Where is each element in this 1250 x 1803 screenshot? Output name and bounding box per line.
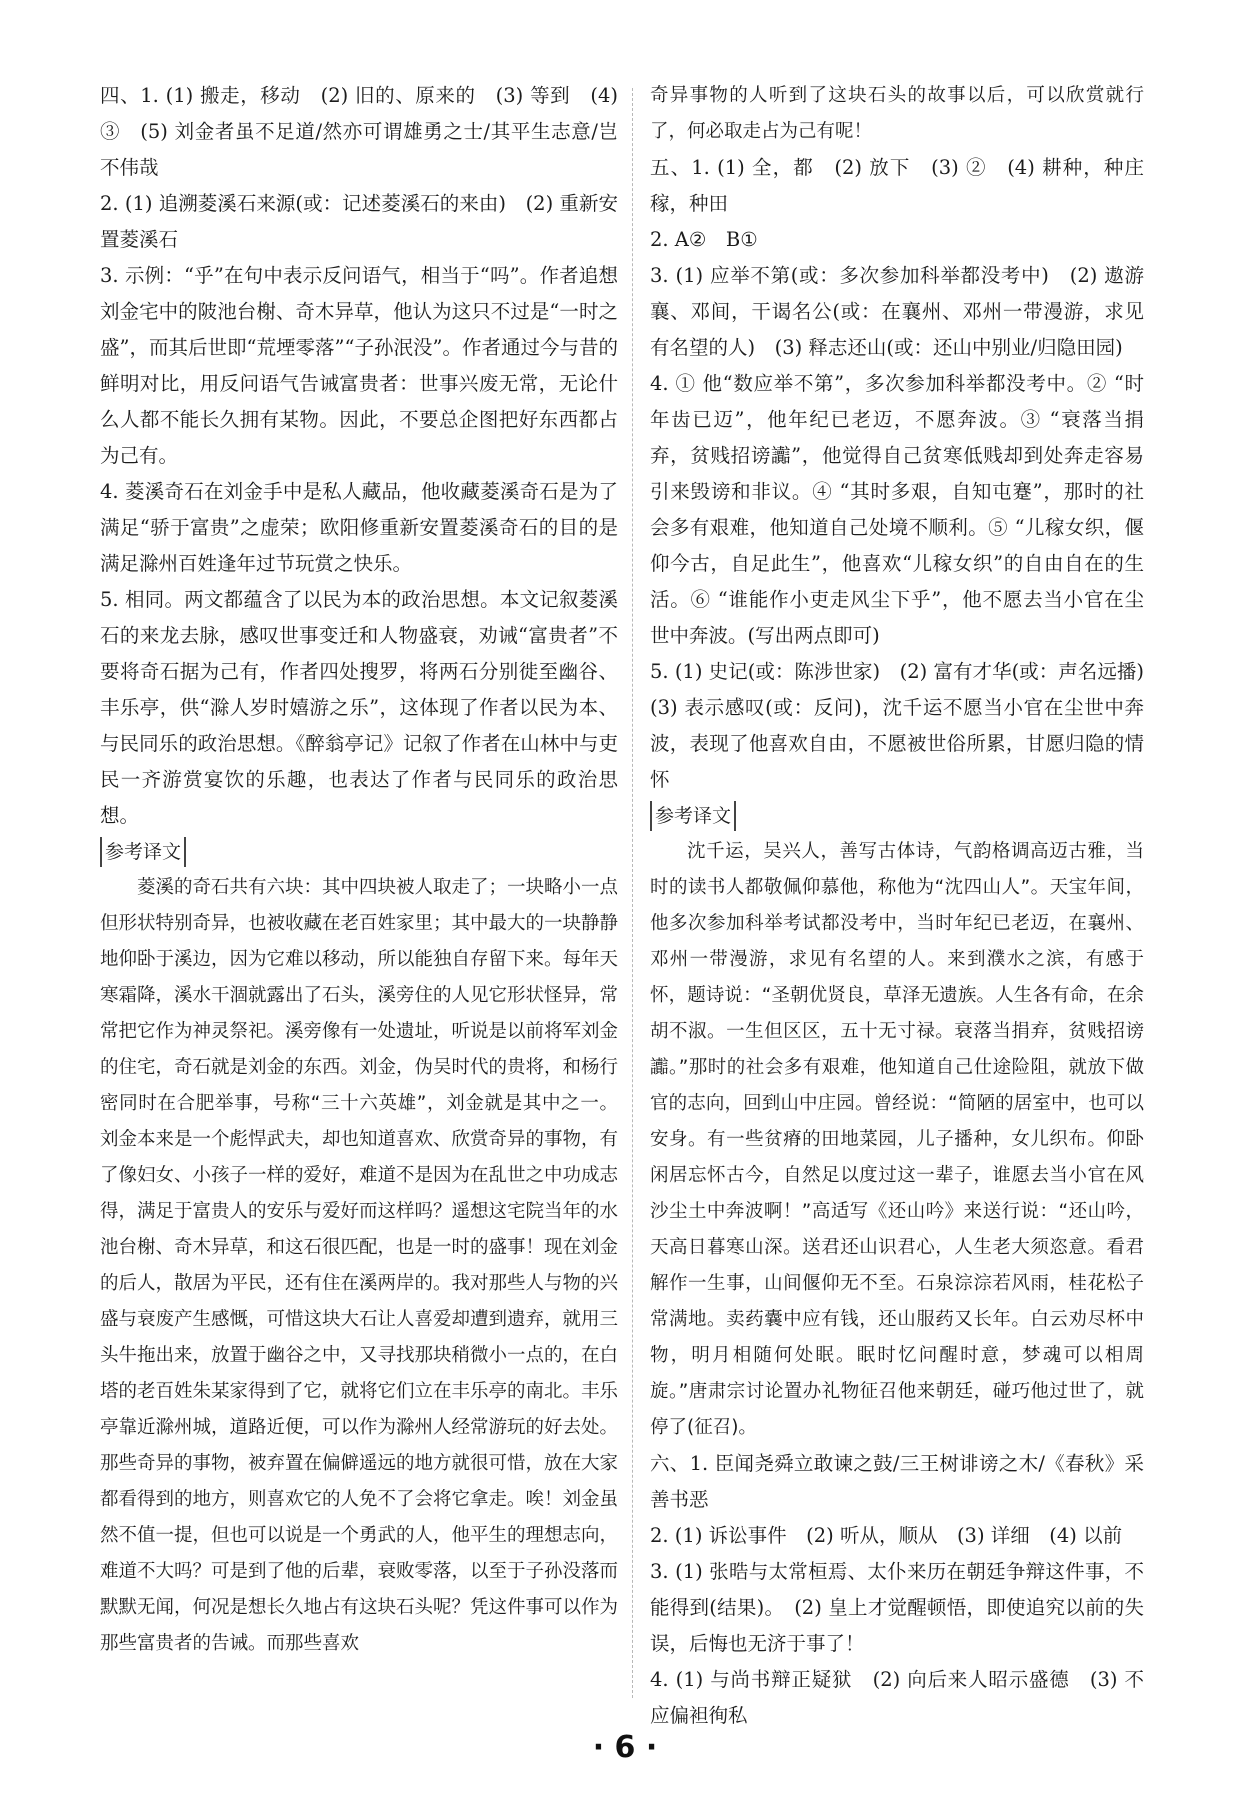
answer-6-2: 2. (1) 诉讼事件 (2) 听从，顺从 (3) 详细 (4) 以前 [650,1524,1123,1547]
page-number: · 6 · [592,1730,658,1765]
left-column [100,78,618,1662]
reference-translation-label: 参考译文 [100,837,186,867]
answer-6-4: 4. (1) 与尚书辩正疑狱 (2) 向后来人昭示盛德 (3) 不应偏袒徇私 [650,1668,1144,1727]
answer-5-1: 五、1. (1) 全，都 (2) 放下 (3) ② (4) 耕种，种庄稼，种田 [650,156,1144,215]
answer-6-3: 3. (1) 张晧与太常桓焉、太仆来历在朝廷争辩这件事，不能得到(结果)。 (2) 皇上才觉醒顿悟，即使追究以前的失误，后悔也无济于事了！ [650,1560,1144,1655]
answer-5-5: 5. (1) 史记(或：陈涉世家) (2) 富有才华(或：声名远播) (3) 表示感叹(或：反问)，沈千运不愿当小官在尘世中奔波，表现了他喜欢自由，不愿被世俗所累，甘愿归隐的情怀 [650,660,1164,791]
answer-5-3: 3. (1) 应举不第(或：多次参加科举都没考中) (2) 遨游襄、邓间，干谒名公(或：在襄州、邓州一带漫游，求见有名望的人) (3) 释志还山(或：还山中别业/归隐田园) [650,264,1144,359]
answer-4-1: 四、1. (1) 搬走，移动 (2) 旧的、原来的 (3) 等到 (4) ③ (5) 刘金者虽不足道/然亦可谓雄勇之士/其平生志意/岂不伟哉 [100,84,618,179]
right-column [650,78,1164,1734]
translation-continued: 奇异事物的人听到了这块石头的故事以后，可以欣赏就行了，何必取走占为己有呢！ [650,85,1144,142]
translation-text: 沈千运，吴兴人，善写古体诗，气韵格调高迈古雅，当时的读书人都敬佩仰慕他，称他为“沈四山人”。天宝年间，他多次参加科举考试都没考中，当时年纪已老迈，在襄州、邓州一带漫游，求见有名望的人。来到濮水之滨，有感于怀，题诗说：“圣朝优贤良，草泽无遗族。人生各有命，在余胡不淑。一生但区区，五十无寸禄。衰落当捐弃，贫贱招谤讟。”那时的社会多有艰难，他知道自己仕途险阻，就放下做官的志向，回到山中庄园。曾经说：“简陋的居室中，也可以安身。有一些贫瘠的田地菜园，儿子播种，女儿织布。仰卧闲居忘怀古今，自然足以度过这一辈子，谁愿去当小官在风沙尘土中奔波啊！”高适写《还山吟》来送行说：“还山吟，天高日暮寒山深。送君还山识君心，人生老大须恣意。看君解作一生事，山间偃仰无不至。石泉淙淙若风雨，桂花松子常满地。卖药囊中应有钱，还山服药又长年。白云劝尽杯中物，明月相随何处眠。眠时忆问醒时意，梦魂可以相周旋。”唐肃宗讨论置办礼物征召他来朝廷，碰巧他过世了，就停了(征召)。 [650,841,1144,1438]
column-divider [632,88,633,1698]
answer-4-2: 2. (1) 追溯菱溪石来源(或：记述菱溪石的来由) (2) 重新安置菱溪石 [100,192,618,251]
translation-text: 菱溪的奇石共有六块：其中四块被人取走了；一块略小一点但形状特别奇异，也被收藏在老百姓家里；其中最大的一块静静地仰卧于溪边，因为它难以移动，所以能独自存留下来。每年天寒霜降，溪水干涸就露出了石头，溪旁住的人见它形状怪异，常常把它作为神灵祭祀。溪旁像有一处遗址，听说是以前将军刘金的住宅，奇石就是刘金的东西。刘金，伪吴时代的贵将，和杨行密同时在合肥举事，号称“三十六英雄”，刘金就是其中之一。刘金本来是一个彪悍武夫，却也知道喜欢、欣赏奇异的事物，有了像妇女、小孩子一样的爱好，难道不是因为在乱世之中功成志得，满足于富贵人的安乐与爱好而这样吗？遥想这宅院当年的水池台榭、奇木异草，和这石很匹配，也是一时的盛事！现在刘金的后人，散居为平民，还有住在溪两岸的。我对那些人与物的兴盛与衰废产生感慨，可惜这块大石让人喜爱却遭到遗弃，就用三头牛拖出来，放置于幽谷之中，又寻找那块稍微小一点的，在白塔的老百姓朱某家得到了它，就将它们立在丰乐亭的南北。丰乐亭靠近滁州城，道路近便，可以作为滁州人经常游玩的好去处。那些奇异的事物，被弃置在偏僻遥远的地方就很可惜，放在大家都看得到的地方，则喜欢它的人免不了会将它拿走。唉！刘金虽然不值一提，但也可以说是一个勇武的人，他平生的理想志向，难道不大吗？可是到了他的后辈，衰败零落，以至于子孙没落而默默无闻，何况是想长久地占有这块石头呢？凭这件事可以作为那些富贵者的告诫。而那些喜欢 [100,877,619,1654]
answer-4-3: 3. 示例：“乎”在句中表示反问语气，相当于“吗”。作者追想刘金宅中的陂池台榭、奇木异草，他认为这只不过是“一时之盛”，而其后世即“荒堙零落”“子孙泯没”。作者通过今与昔的鲜明对比，用反问语气告诫富贵者：世事兴废无常，无论什么人都不能长久拥有某物。因此，不要总企图把好东西都占为己有。 [100,264,618,467]
answer-4-4: 4. 菱溪奇石在刘金手中是私人藏品，他收藏菱溪奇石是为了满足“骄于富贵”之虚荣；欧阳修重新安置菱溪奇石的目的是满足滁州百姓逢年过节玩赏之快乐。 [100,480,618,575]
answer-4-5: 5. 相同。两文都蕴含了以民为本的政治思想。本文记叙菱溪石的来龙去脉，感叹世事变迁和人物盛衰，劝诫“富贵者”不要将奇石据为己有，作者四处搜罗，将两石分别徙至幽谷、丰乐亭，供“滁人岁时嬉游之乐”，这体现了作者以民为本、与民同乐的政治思想。《醉翁亭记》记叙了作者在山林中与吏民一齐游赏宴饮的乐趣，也表达了作者与民同乐的政治思想。 [100,588,618,827]
answer-6-1: 六、1. 臣闻尧舜立敢谏之鼓/三王树诽谤之木/《春秋》采善书恶 [650,1452,1144,1511]
reference-translation-label: 参考译文 [650,801,736,831]
answer-5-2: 2. A② B① [650,228,758,251]
answer-5-4: 4. ① 他“数应举不第”，多次参加科举都没考中。② “时年齿已迈”，他年纪已老迈，不愿奔波。③ “衰落当捐弃，贫贱招谤讟”，他觉得自己贫寒低贱却到处奔走容易引来毁谤和非议。④ “其时多艰，自知屯蹇”，那时的社会多有艰难，他知道自己处境不顺利。⑤ “儿稼女织，偃仰今古，自足此生”，他喜欢“儿稼女织”的自由自在的生活。⑥ “谁能作小吏走风尘下乎”，他不愿去当小官在尘世中奔波。(写出两点即可) [650,372,1144,647]
